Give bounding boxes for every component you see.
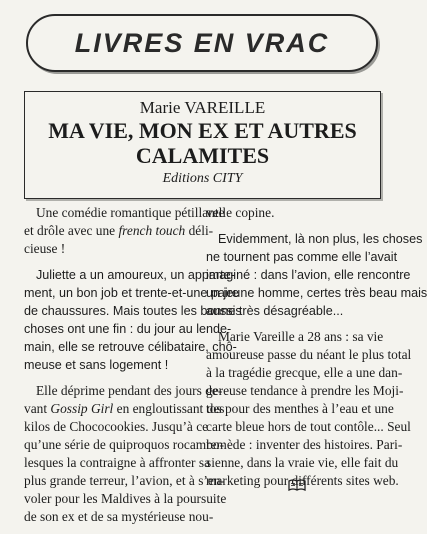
text-line: qu’une série de quiproquos rocambo- bbox=[24, 437, 225, 452]
text-line: tos pour des menthes à l’eau et une bbox=[206, 401, 394, 416]
text-line: voler pour les Maldives à la poursuite bbox=[24, 491, 227, 506]
book-title-line: MA VIE, MON EX ET AUTRES bbox=[48, 118, 357, 143]
text-line: à la tragédie grecque, elle a une dan- bbox=[206, 365, 403, 380]
book-title-line: CALAMITES bbox=[135, 143, 270, 168]
book-author: Marie VAREILLE bbox=[139, 98, 266, 117]
text-line: kilos de Chococookies. Jusqu’à ce bbox=[24, 419, 209, 434]
text-line: main, elle se retrouve célibataire, chô- bbox=[24, 340, 237, 354]
text-line: marketing pour différents sites web. bbox=[206, 473, 399, 488]
text-column-right bbox=[206, 204, 427, 498]
text-line: imaginé : dans l’avion, elle rencontre bbox=[206, 268, 411, 282]
section-banner bbox=[26, 14, 378, 72]
text-line: de chaussures. Mais toutes les bonnes bbox=[24, 304, 242, 318]
text-line: Juliette a un amoureux, un apparte- bbox=[36, 268, 235, 282]
text-line bbox=[24, 222, 214, 240]
text-line: Une comédie romantique pétillante bbox=[36, 205, 225, 220]
text-run: en engloutissant des bbox=[113, 401, 225, 416]
text-line: Elle déprime pendant des jours de- bbox=[36, 383, 223, 398]
text-line: ne tournent pas comme elle l’avait bbox=[206, 250, 398, 264]
paragraph bbox=[206, 230, 427, 320]
text-line: amoureuse passe du néant le plus total bbox=[206, 347, 412, 362]
text-run: et drôle avec une bbox=[24, 223, 119, 238]
paragraph bbox=[206, 204, 381, 222]
text-line: carte bleue hors de tout contôle... Seul bbox=[206, 419, 411, 434]
paragraph bbox=[24, 204, 225, 258]
text-line: Evidemment, là non plus, les choses bbox=[218, 232, 423, 246]
text-line: choses ont une fin : du jour au lende- bbox=[24, 322, 232, 336]
book-info-box bbox=[24, 91, 381, 199]
text-line: lesques la contraigne à affronter sa bbox=[24, 455, 211, 470]
paragraph bbox=[206, 328, 412, 490]
text-line: cieuse ! bbox=[24, 241, 66, 256]
text-line: de son ex et de sa mystérieuse nou- bbox=[24, 509, 214, 524]
text-line: Marie Vareille a 28 ans : sa vie bbox=[218, 329, 384, 344]
paragraph bbox=[24, 382, 227, 526]
text-line: gereuse tendance à prendre les Moji- bbox=[206, 383, 404, 398]
text-line: plus grande terreur, l’avion, et à s’en- bbox=[24, 473, 225, 488]
text-line: aussi très désagréable... bbox=[206, 304, 344, 318]
text-line: meuse et sans logement ! bbox=[24, 358, 169, 372]
book-title bbox=[25, 118, 380, 168]
text-line bbox=[24, 400, 225, 418]
text-run: déli- bbox=[185, 223, 214, 238]
emphasis: Gossip Girl bbox=[50, 401, 114, 416]
text-run: vant bbox=[24, 401, 51, 416]
text-line: sienne, dans la vraie vie, elle fait du bbox=[206, 455, 399, 470]
text-line: ment, un bon job et trente-et-une paire bbox=[24, 286, 239, 300]
book-publisher: Editions CITY bbox=[162, 171, 243, 186]
text-line: velle copine. bbox=[206, 205, 275, 220]
paragraph bbox=[24, 266, 242, 374]
text-line: remède : inventer des histoires. Pari- bbox=[206, 437, 403, 452]
text-line: un jeune homme, certes très beau mais bbox=[206, 286, 427, 300]
emphasis: french touch bbox=[118, 223, 186, 238]
open-book-icon bbox=[288, 479, 306, 491]
section-title: LIVRES EN VRAC bbox=[74, 27, 330, 58]
